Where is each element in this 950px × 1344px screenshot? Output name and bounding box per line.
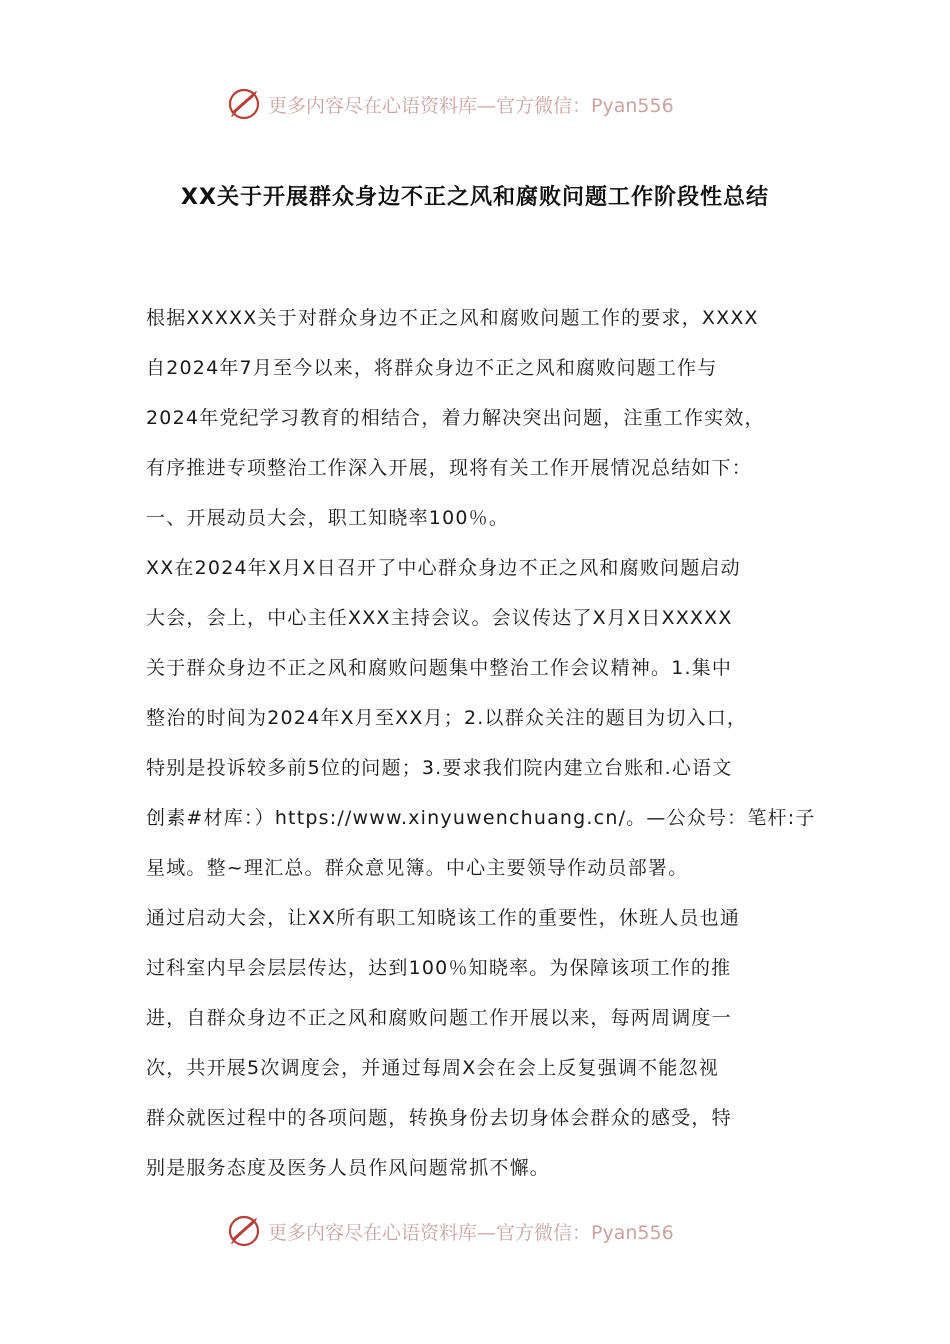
body-line: 群众就医过程中的各项问题，转换身份去切身体会群众的感受，特 [146, 1107, 732, 1129]
body-line: 特别是投诉较多前5位的问题；3.要求我们院内建立台账和.心语文 [146, 757, 733, 779]
section-heading: 一、开展动员大会，职工知晓率100％。 [146, 507, 510, 529]
body-line: 2024年党纪学习教育的相结合，着力解决突出问题，注重工作实效， [146, 407, 765, 429]
body-line: 有序推进专项整治工作深入开展，现将有关工作开展情况总结如下： [146, 457, 753, 479]
body-line: 过科室内早会层层传达，达到100％知晓率。为保障该项工作的推 [146, 957, 732, 979]
body-line: 创素#材库：）https://www.xinyuwenchuang.cn/。—公众号：笔杆:子 [146, 807, 816, 829]
document-body [146, 300, 822, 1200]
body-line: 大会，会上，中心主任XXX主持会议。会议传达了X月X日XXXXX [146, 607, 733, 629]
watermark-text: 更多内容尽在心语资料库—官方微信：Pyan556 [268, 94, 674, 117]
body-line: 关于群众身边不正之风和腐败问题集中整治工作会议精神。1.集中 [146, 657, 733, 679]
header-watermark [226, 86, 746, 122]
footer-watermark [226, 1213, 746, 1249]
body-line: 次，共开展5次调度会，并通过每周X会在会上反复强调不能忽视 [146, 1057, 719, 1079]
body-line: 根据XXXXX关于对群众身边不正之风和腐败问题工作的要求，XXXX [146, 307, 759, 329]
pen-logo-icon [226, 1213, 262, 1249]
watermark-text: 更多内容尽在心语资料库—官方微信：Pyan556 [268, 1221, 674, 1244]
body-line: 通过启动大会，让XX所有职工知晓该工作的重要性，休班人员也通 [146, 907, 741, 929]
document-title: XX关于开展群众身边不正之风和腐败问题工作阶段性总结 [181, 185, 769, 210]
body-line: 别是服务态度及医务人员作风问题常抓不懈。 [146, 1157, 551, 1179]
body-line: 自2024年7月至今以来，将群众身边不正之风和腐败问题工作与 [146, 357, 718, 379]
body-line: 进，自群众身边不正之风和腐败问题工作开展以来，每两周调度一 [146, 1007, 732, 1029]
pen-logo-icon [226, 86, 262, 122]
body-line: 整治的时间为2024年X月至XX月；2.以群众关注的题目为切入口， [146, 707, 748, 729]
body-line: 星域。整~理汇总。群众意见簿。中心主要领导作动员部署。 [146, 857, 689, 879]
body-line: XX在2024年X月X日召开了中心群众身边不正之风和腐败问题启动 [146, 557, 741, 579]
